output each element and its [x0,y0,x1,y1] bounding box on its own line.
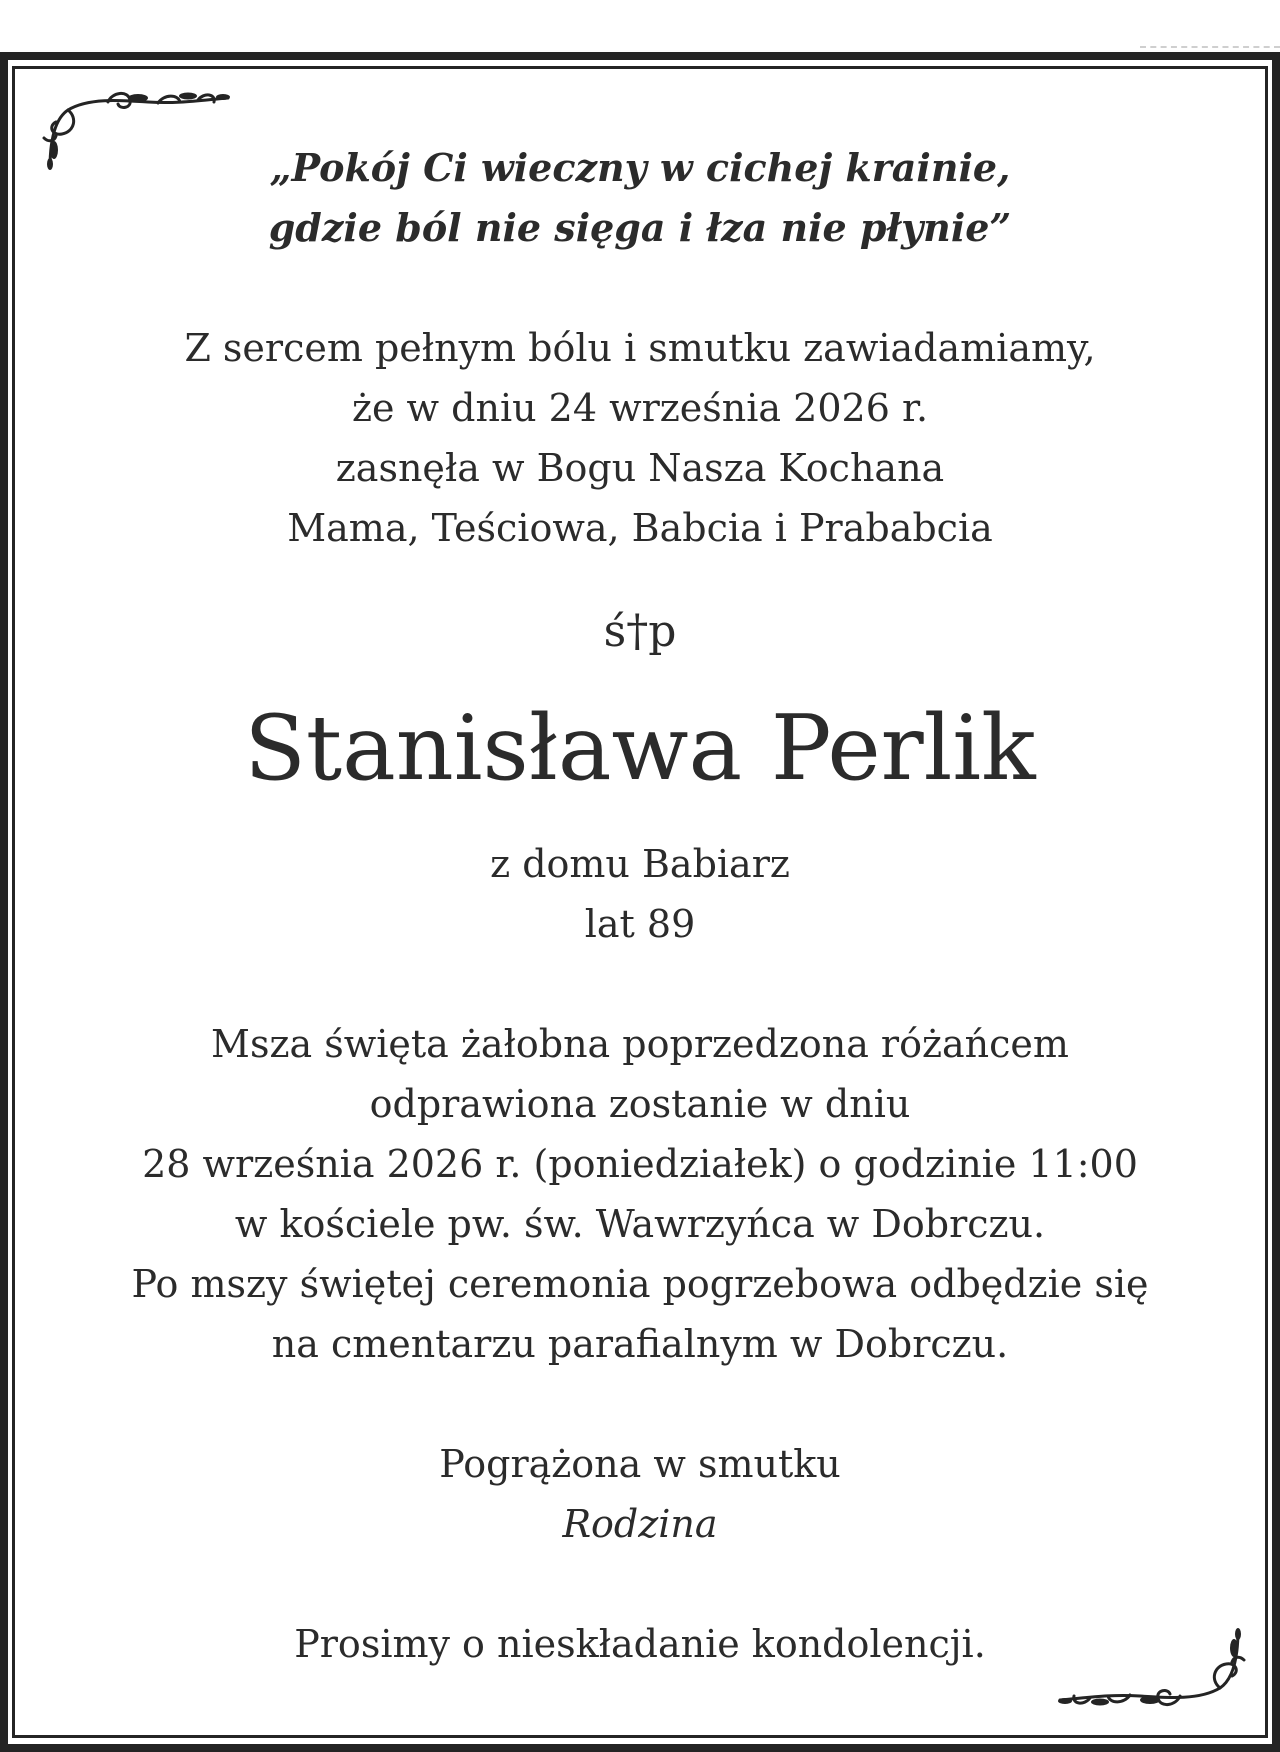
funeral-line-6: na cmentarzu parafialnym w Dobrczu. [271,1322,1009,1366]
announcement-line-1: Z sercem pełnym bólu i smutku zawiadamiamy, [184,326,1096,370]
funeral-line-3: 28 września 2026 r. (poniedziałek) o godzinie 11:00 [142,1142,1138,1186]
quote-line-2: gdzie ból nie sięga i łza nie płynie” [268,205,1012,250]
closing-note: Prosimy o nieskładanie kondolencji. [294,1622,986,1666]
maiden-name: z domu Babiarz [490,842,790,886]
signature-line-1: Pogrążona w smutku [439,1442,841,1486]
funeral-line-5: Po mszy świętej ceremonia pogrzebowa odbędzie się [131,1262,1149,1306]
quote-line-1: „Pokój Ci wieczny w cichej krainie, [269,145,1011,190]
signature-family: Rodzina [562,1502,718,1546]
funeral-line-2: odprawiona zostanie w dniu [369,1082,911,1126]
page-edge-dashes [1140,46,1280,50]
funeral-line-1: Msza święta żałobna poprzedzona różańcem [211,1022,1069,1066]
deceased-name: Stanisława Perlik [244,696,1036,801]
age: lat 89 [584,902,696,946]
stp-prefix: ś†p [603,606,677,657]
announcement-line-2: że w dniu 24 września 2026 r. [351,386,929,430]
announcement-line-3: zasnęła w Bogu Nasza Kochana [335,446,945,490]
announcement-line-4: Mama, Teściowa, Babcia i Prababcia [287,506,993,550]
funeral-line-4: w kościele pw. św. Wawrzyńca w Dobrczu. [234,1202,1046,1246]
